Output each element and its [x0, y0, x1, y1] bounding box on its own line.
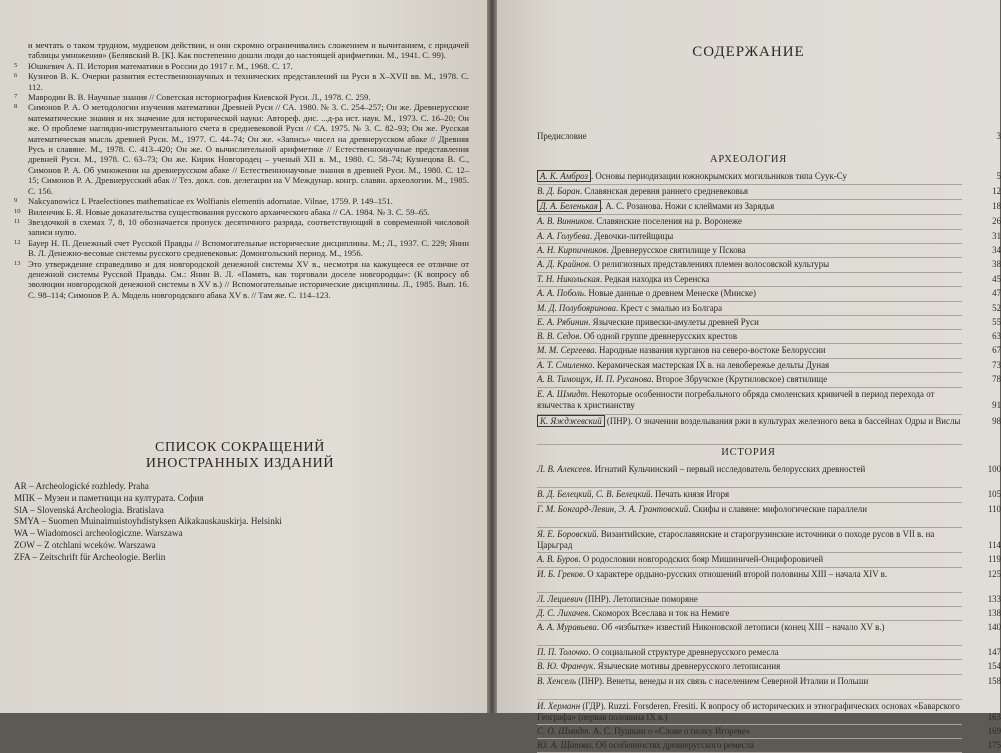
toc-entry — [537, 661, 1001, 672]
toc-entry-page: 67 — [992, 345, 1001, 355]
toc-entry-author: П. П. Толочко — [537, 647, 589, 657]
toc-entry-text: . О характере ордыно-русских отношений второй половины XIII – начала XIV в. — [582, 569, 888, 579]
toc-entry-text: . Печать князя Игоря — [650, 489, 730, 499]
toc-divider — [537, 343, 962, 344]
toc-entry-text: (ГДР). Ruzzi. Forsderen. Fresiti. К вопросу об исторических и этнографических основах «Баварского Географа» (первая половина IX в.) — [537, 701, 960, 722]
toc-entry-page: 114 — [988, 539, 1001, 550]
toc-entry — [537, 389, 1001, 410]
footnote — [14, 259, 469, 301]
abbreviation-item: SMYA – Suomen Muinaimuistoyhdistyksen Aikakauskauskirja. Helsinki — [14, 516, 282, 527]
toc-entry-author: А. А. Муравьева — [537, 622, 597, 632]
toc-entry — [537, 726, 1001, 737]
toc-entry-text: . Славянская деревня раннего средневековья — [579, 186, 748, 196]
toc-divider — [537, 724, 962, 725]
footnote — [14, 207, 469, 217]
toc-entry-title — [537, 740, 971, 751]
abbreviation-item: WA – Wiadomosci archeologiczne. Warszawa — [14, 528, 183, 539]
toc-entry-page: 105 — [987, 489, 1001, 499]
toc-entry-title — [537, 303, 971, 314]
toc-entry-title — [537, 374, 971, 385]
toc-entry-title — [537, 647, 971, 658]
toc-entry-text: . Об «избытке» известий Никоновской летописи (конец XIII – начало XV в.) — [596, 622, 885, 632]
toc-entry-page: 158 — [987, 676, 1001, 686]
toc-entry-text: . Об особенностях древнерусского ремесла — [591, 740, 755, 750]
toc-entry-title: Предисловие — [537, 131, 587, 141]
footnote-text: и мечтать о таком трудном, мудреном действии, и они скромно ограничивались сложением и вычитанием, с придачей таблицы умножения» (Белявский В. [К]. Как постепенно дошли люди до настоящей арифметики. М., 1941. С. 99). — [28, 40, 469, 61]
toc-entry-title — [537, 701, 971, 722]
toc-entry-text: . Крест с эмалью из Болгара — [615, 303, 723, 313]
toc-entry-author: А. В. Винников — [537, 216, 592, 226]
toc-entry-text: . А. С. Пушкин о «Слове о полку Игореве» — [588, 726, 751, 736]
toc-entry-author: Е. А. Рябинин — [537, 317, 589, 327]
toc-entry-title — [537, 464, 971, 475]
toc-entry-author: Д. А. Беленькая — [537, 200, 601, 212]
footnote-text: Кузнеов В. К. Очерки развития естественнонаучных и технических представлений на Руси в X–XVII вв. М., 1978. С. 112. — [28, 71, 469, 92]
toc-entry-page: 140 — [987, 622, 1001, 632]
toc-entry-page: 78 — [992, 374, 1001, 384]
toc-entry-page: 34 — [992, 245, 1001, 255]
toc-entry-author: А. В. Тимощук, И. П. Русанова — [537, 374, 652, 384]
toc-entry-author: А. А. Поболь — [537, 288, 584, 298]
book-gutter — [487, 0, 497, 713]
footnote-text: Это утверждение справедливо и для новгородской денежной системы XV в., несмотря на кажущееся ее отличие от денежной системы Русской Правды. См.: Янин В. Л. «Память, как торговали доселе новгородцы»: (К вопросу об эволюции новгородской денежной системы в XV в.) // Вспомогательные исторические дисциплины. Л., 1985. Вып. 16. С. 98–114; Симонов Р. А. Модель новгородского абака XV в. // Там же. С. 114–123. — [28, 258, 469, 300]
toc-entry-page: 31 — [992, 231, 1001, 241]
footnote-number: 7 — [14, 93, 18, 101]
toc-entry — [537, 622, 1001, 633]
toc-entry-page: 45 — [992, 274, 1001, 284]
toc-entry-title — [537, 726, 971, 737]
toc-divider — [537, 286, 962, 287]
toc-entry — [537, 171, 1001, 182]
toc-entry-text: . Славянские поселения на р. Воронеже — [591, 216, 742, 226]
footnote-number: 12 — [14, 238, 21, 246]
toc-entry-title — [537, 622, 971, 633]
toc-divider — [537, 620, 962, 621]
abbreviation-item: AR – Archeologické rozhledy. Praha — [14, 481, 149, 491]
toc-entry-author: А. Д. Крайнов — [537, 259, 589, 269]
toc-entry-page: 147 — [987, 647, 1001, 657]
toc-entry — [537, 331, 1001, 342]
toc-divider — [537, 552, 962, 553]
abbreviation-item: МПК – Музеи и паметници на културата. София — [14, 492, 204, 503]
toc-entry-text: . Основы периодизации южнокрымских могильников типа Суук-Су — [590, 171, 847, 181]
toc-entry-text: . Некоторые особенности погребального обряда смоленских кривичей в период перехода от язычества к христианству — [537, 389, 935, 410]
toc-entry-page: 119 — [988, 554, 1001, 564]
footnote — [14, 217, 469, 238]
toc-divider — [537, 358, 962, 359]
toc-entry-title — [537, 216, 971, 227]
toc-entry-text: . Игнатий Кульчинский – первый исследователь белорусских древностей — [590, 464, 866, 474]
toc-entry-page: 5 — [996, 171, 1001, 181]
footnote — [14, 196, 469, 206]
toc-entry — [537, 554, 1001, 565]
toc-entry-preface — [537, 131, 1001, 142]
toc-divider — [537, 243, 962, 244]
toc-entry-title — [537, 389, 971, 410]
toc-entry-author: А. В. Буров — [537, 554, 579, 564]
toc-entry-page: 163 — [987, 711, 1001, 722]
toc-entry — [537, 259, 1001, 270]
toc-divider — [537, 329, 962, 330]
toc-entry-author: В. Хенсель — [537, 676, 577, 686]
toc-entry-author: Т. Н. Никольская — [537, 274, 600, 284]
toc-entry-title — [537, 416, 971, 427]
toc-entry — [537, 201, 1001, 212]
toc-entry-page: 133 — [987, 594, 1001, 604]
toc-entry-text: . Древнерусское святилище у Пскова — [606, 245, 746, 255]
footnote-number: 6 — [14, 72, 18, 80]
toc-entry-page: 18 — [992, 201, 1001, 211]
toc-entry-title — [537, 186, 971, 197]
toc-entry-title — [537, 489, 971, 500]
toc-divider — [537, 387, 962, 388]
toc-entry — [537, 647, 1001, 658]
abbreviation-item: ZFA – Zeitschrift für Archeologie. Berlin — [14, 551, 166, 562]
footnote — [14, 238, 469, 259]
toc-entry-author: А. К. Амброз — [537, 170, 591, 182]
toc-entry-page: 55 — [992, 317, 1001, 327]
left-page — [0, 0, 487, 713]
toc-divider — [537, 645, 962, 646]
toc-entry — [537, 245, 1001, 256]
toc-entry — [537, 274, 1001, 285]
footnote-text: Бауер Н. П. Денежный счет Русской Правды // Вспомогательные исторические дисциплины. М.; Л., 1937. С. 229; Янин В. Л. Денежно-весовые системы русского средневековья: Домонгольский период. М., 1956. — [28, 237, 469, 259]
toc-entry-author: М. М. Сергеева — [537, 345, 595, 355]
toc-entry-text: . Новые данные о древнем Менеске (Минске) — [583, 288, 756, 298]
toc-entry-text: . О социальной структуре древнерусского ремесла — [588, 647, 779, 657]
contents-title: СОДЕРЖАНИЕ — [692, 44, 805, 60]
toc-entry-author: А. А. Голубева — [537, 231, 590, 241]
footnote-text: Мавродин В. В. Научные знания // Советская историография Киевской Руси. Л., 1978. С. 259. — [28, 92, 371, 103]
toc-entry-author: С. О. Шмидт — [537, 726, 589, 736]
toc-entry-page: 175 — [987, 740, 1001, 750]
toc-divider — [537, 699, 962, 700]
section-archaeology-heading: АРХЕОЛОГИЯ — [709, 154, 788, 165]
toc-entry-page: 26 — [992, 216, 1001, 226]
toc-entry — [537, 186, 1001, 197]
right-page — [497, 0, 1001, 750]
footnote — [14, 71, 469, 92]
toc-divider — [537, 738, 962, 739]
footnote-text: Симонов Р. А. О методологии изучения математики Древней Руси // СА. 1980. № 3. С. 254–257; Он же. Древнерусские математические знания и их значение для исторической науки: Автореф. дис. ...д-ра ист. наук. М., 1973. С. 16–20; Он же. О проблеме наглядно-инструментального счета в средневековой Руси // СА. 1975. № 3. С. 82–93; Он же. Русская математическая мысль древней Руси. М., 1977. С. 44–74; Он же. «Запись» чисел на древнерусском абаке // Древняя Русь и славяне. М., 1978. С. 413–420; Он же. О вычислительной арифметике // Естественнонаучные представления древней Руси. М., 1978. С. 63–73; Он же. Кирик Новгородец – ученый XII в. М., 1980. С. 58–74; Кузнецова В. С., Симонов Р. А. Об умножении на древнерусском абаке // Естественнонаучные знания в древней Руси. М., 1980. С. 12–15; Симонов Р. А. Древнерусский абак // Тез. докл. сов. делегации на V Междунар. конгр. славян. археологии. М., 1985. С. 156. — [28, 102, 469, 196]
toc-entry — [537, 489, 1001, 500]
toc-entry — [537, 374, 1001, 385]
toc-entry-page: 125 — [987, 569, 1001, 579]
toc-entry-author: Е. А. Шмидт — [537, 389, 587, 399]
toc-divider — [537, 502, 962, 503]
toc-entry-title — [537, 331, 971, 342]
toc-entry-text: . Языческие привески-амулеты древней Руси — [588, 317, 759, 327]
toc-entry-title — [537, 529, 971, 550]
toc-entry — [537, 288, 1001, 299]
abbreviations-title-line-1: СПИСОК СОКРАЩЕНИЙ — [155, 440, 325, 455]
toc-divider — [537, 184, 962, 185]
toc-entry-text: (ПНР). Летописные поморяне — [582, 594, 698, 604]
toc-entry-title — [537, 661, 971, 672]
toc-entry-title — [537, 245, 971, 256]
toc-entry-text: . Народные названия курганов на северо-востоке Белоруссии — [594, 345, 826, 355]
toc-entry — [537, 740, 1001, 751]
toc-entry-page: 73 — [992, 360, 1001, 370]
footnote-number — [14, 40, 28, 61]
toc-entry-title — [537, 504, 971, 515]
toc-entry — [537, 504, 1001, 515]
toc-entry — [537, 345, 1001, 356]
section-history-heading: ИСТОРИЯ — [721, 447, 776, 458]
toc-entry-page: 63 — [992, 331, 1001, 341]
toc-entry-text: (ПНР). О значении возделывания ржи в культурах железного века в бассейнах Одры и Вислы — [604, 416, 961, 426]
toc-entry — [537, 529, 1001, 550]
toc-entry — [537, 360, 1001, 371]
toc-entry-author: Ю. А. Щапова — [537, 740, 592, 750]
toc-entry — [537, 231, 1001, 242]
toc-entry — [537, 464, 1001, 475]
toc-entry-author: Л. В. Алексеев — [537, 464, 591, 474]
footnote-text: Юшкевич А. П. История математики в России до 1917 г. М., 1968. С. 17. — [28, 60, 293, 71]
toc-divider — [537, 372, 962, 373]
footnote-number: 10 — [14, 207, 21, 215]
toc-entry-author: Д. С. Лихачев — [537, 608, 589, 618]
toc-entry-author: Я. Е. Боровский — [537, 529, 597, 539]
toc-entry — [537, 216, 1001, 227]
toc-entry-text: . А. С. Розанова. Ножи с клеймами из Зарядья — [600, 201, 775, 211]
toc-entry-page: 3 — [996, 131, 1001, 141]
footnote-text: Nakcyanowicz I. Praelectiones mathematicae ex Wolfianis elementis adornatae. Vilnae, 1759. P. 149–151. — [28, 196, 393, 207]
toc-entry-title — [537, 554, 971, 565]
toc-divider — [537, 592, 962, 593]
toc-entry-text: . Скифы и славяне: мифологические параллели — [688, 504, 867, 514]
toc-entry — [537, 676, 1001, 687]
toc-divider — [537, 487, 962, 488]
toc-entry — [537, 608, 1001, 619]
toc-entry-title — [537, 274, 971, 285]
toc-entry-title — [537, 231, 971, 242]
toc-entry-author: В. Д. Баран — [537, 186, 580, 196]
toc-entry-page: 12 — [992, 186, 1001, 196]
toc-entry-author: В. Д. Белецкий, С. В. Белецкий — [537, 489, 651, 499]
toc-entry — [537, 317, 1001, 328]
footnote — [14, 102, 469, 196]
toc-entry-title — [537, 317, 971, 328]
toc-entry-author: Л. Лециевич — [537, 594, 583, 604]
toc-entry — [537, 303, 1001, 314]
toc-entry-author: К. Яжджевский — [537, 415, 605, 427]
footnote-number: 9 — [14, 197, 18, 205]
toc-entry-page: 38 — [992, 259, 1001, 269]
toc-entry-title — [537, 201, 971, 212]
toc-divider — [537, 272, 962, 273]
toc-entry-author: А. Т. Смиленко — [537, 360, 593, 370]
toc-entry-author: А. Н. Кирпичников — [537, 245, 607, 255]
toc-entry-author: И. Херманн — [537, 701, 581, 711]
toc-divider — [537, 606, 962, 607]
toc-entry-page: 169 — [987, 726, 1001, 736]
toc-divider — [537, 674, 962, 675]
toc-entry-text: . О родословии новгородских бояр Мишиничей-Онцифоровичей — [578, 554, 824, 564]
footnotes — [14, 40, 469, 300]
abbreviation-item: SlA – Slovenská Archeologia. Bratislava — [14, 504, 164, 515]
toc-entry-text: . Скоморох Всеслава и ток на Немиге — [588, 608, 730, 618]
toc-entry-author: В. Ю. Франчук — [537, 661, 594, 671]
toc-entry-page: 91 — [992, 399, 1001, 410]
toc-entry-page: 47 — [992, 288, 1001, 298]
toc-entry-author: Г. М. Бонгард-Левин, Э. А. Грантовский — [537, 504, 689, 514]
toc-entry-title — [537, 259, 971, 270]
toc-entry — [537, 569, 1001, 580]
toc-entry-author: В. В. Седов — [537, 331, 580, 341]
toc-entry-text: . О религиозных представлениях племен волосовской культуры — [588, 259, 830, 269]
toc-divider — [537, 527, 962, 528]
toc-divider — [537, 301, 962, 302]
toc-entry — [537, 594, 1001, 605]
toc-entry-text: . Девочки-литейщицы — [589, 231, 674, 241]
toc-entry-text: . Редкая находка из Серенска — [599, 274, 710, 284]
footnote-text: Виленчик Б. Я. Новые доказательства существования русского архаического абака // СА. 1984. № 3. С. 59–65. — [28, 206, 430, 217]
toc-entry-text: . Керамическая мастерская IX в. на левобережье дельты Дуная — [592, 360, 830, 370]
footnote — [14, 40, 469, 61]
footnote-number: 5 — [14, 61, 18, 69]
toc-divider — [537, 567, 962, 568]
toc-entry-page: 98 — [992, 416, 1001, 426]
toc-divider — [537, 257, 962, 258]
toc-entry-title — [537, 288, 971, 299]
toc-entry-title — [537, 676, 971, 687]
toc-divider — [537, 229, 962, 230]
toc-entry-page: 138 — [987, 608, 1001, 618]
toc-entry-author: М. Д. Полубояринова — [537, 303, 616, 313]
abbreviations-list — [14, 481, 434, 564]
toc-divider — [537, 444, 962, 445]
toc-entry-page: 52 — [992, 303, 1001, 313]
abbreviation-item: ZOW – Z otchlani wceków. Warszawa — [14, 539, 156, 550]
toc-divider — [537, 659, 962, 660]
toc-entry-title — [537, 608, 971, 619]
toc-entry-page: 110 — [988, 504, 1001, 514]
footnote-number: 11 — [14, 217, 21, 225]
toc-entry-text: (ПНР). Венеты, венеды и их связь с населением Северной Италии и Польши — [576, 676, 869, 686]
abbreviations-title — [130, 440, 350, 472]
toc-entry — [537, 416, 1001, 427]
toc-entry-text: . Языческие мотивы древнерусского летописания — [593, 661, 781, 671]
toc-entry-title — [537, 360, 971, 371]
toc-entry-page: 100 — [987, 464, 1001, 474]
toc-entry-title — [537, 171, 971, 182]
toc-entry-title — [537, 594, 971, 605]
footnote — [14, 92, 469, 102]
toc-entry — [537, 701, 1001, 722]
toc-entry-text: . Об одной группе древнерусских крестов — [579, 331, 738, 341]
toc-entry-title — [537, 345, 971, 356]
toc-entry-text: . Византийские, старославянские и старогрузинские источники о походе русов в VII в. на Царьград — [537, 529, 935, 550]
footnote-number: 13 — [14, 259, 21, 267]
toc-entry-text: . Второе Збручское (Крутиловское) святилище — [651, 374, 828, 384]
footnote — [14, 61, 469, 71]
toc-entry-author: И. Б. Греков — [537, 569, 583, 579]
toc-divider — [537, 214, 962, 215]
toc-entry-title — [537, 569, 971, 580]
abbreviations-title-line-2: ИНОСТРАННЫХ ИЗДАНИЙ — [145, 456, 335, 471]
toc-divider — [537, 315, 962, 316]
footnote-text: Звездочкой в схемах 7, 8, 10 обозначается пропуск десятичного разряда, соответствующий в современной числовой записи нулю. — [28, 216, 469, 238]
footnote-number: 8 — [14, 103, 18, 111]
toc-entry-page: 154 — [987, 661, 1001, 671]
